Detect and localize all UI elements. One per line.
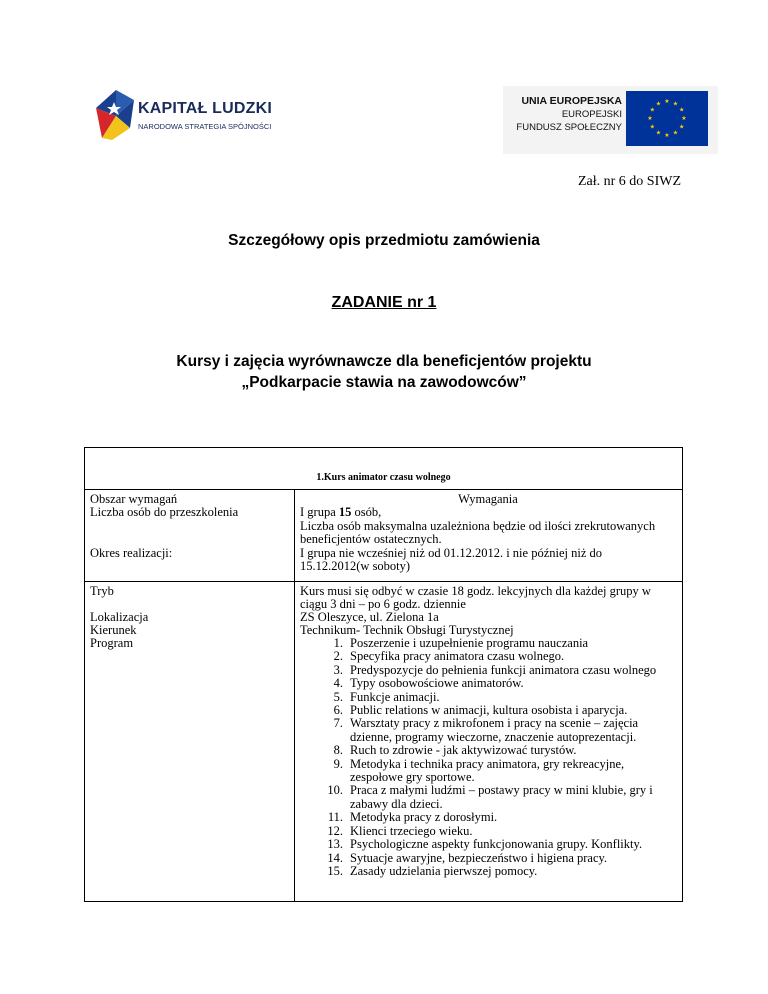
program-item-text: Specyfika pracy animatora czasu wolnego. [350, 649, 565, 664]
group-suffix: osób, [351, 505, 382, 519]
program-item [300, 704, 656, 717]
program-item-number: 12. [327, 823, 343, 838]
label-period: Okres realizacji: [90, 546, 173, 560]
group-prefix: I grupa [300, 505, 339, 519]
program-item-text: zespołowe gry sportowe. [350, 770, 475, 785]
mode-line-1: Kurs musi się odbyć w czasie 18 godz. lekcyjnych dla każdej grupy w [300, 584, 651, 598]
row-divider [85, 581, 682, 582]
svg-text:★: ★ [649, 106, 655, 114]
attachment-label: Zał. nr 6 do SIWZ [577, 174, 681, 189]
svg-text:★: ★ [681, 115, 687, 122]
svg-text:★: ★ [655, 129, 662, 137]
label-area: Obszar wymagań [90, 492, 178, 506]
program-item [300, 717, 656, 744]
svg-text:★: ★ [664, 98, 670, 105]
program-item [300, 744, 656, 757]
program-item-number: 11. [327, 810, 343, 825]
program-list [300, 637, 656, 878]
label-direction: Kierunek [90, 623, 137, 637]
svg-text:★: ★ [672, 129, 679, 137]
persons-note-line-1: Liczba osób maksymalna uzależniona będzie od ilości zrekrutowanych [300, 519, 656, 533]
program-item-text: Funkcje animacji. [350, 689, 440, 704]
program-item [300, 650, 656, 663]
kapital-ludzki-title: KAPITAŁ LUDZKI [138, 100, 273, 117]
project-subtitle-line-1: Kursy i zajęcia wyrównawcze dla beneficjentów projektu [176, 353, 592, 370]
program-item-number: 2. [333, 649, 343, 664]
kapital-ludzki-subtitle: NARODOWA STRATEGIA SPÓJNOŚCI [138, 122, 272, 131]
program-item-number: 14. [327, 850, 343, 865]
program-item-number: 5. [333, 689, 343, 704]
program-item-number: 3. [333, 662, 343, 677]
mode-line-2: ciągu 3 dni – po 6 godz. dziennie [300, 597, 466, 611]
course-title: 1.Kurs animator czasu wolnego [316, 472, 451, 483]
program-item-number: 1. [333, 636, 343, 650]
svg-text:★: ★ [664, 132, 670, 139]
program-item-number: 13. [327, 837, 343, 852]
persons-note-line-2: beneficjentów ostatecznych. [300, 532, 442, 546]
program-item-text: Metodyka pracy z dorosłymi. [350, 810, 498, 825]
period-line-1: I grupa nie wcześniej niż od 01.12.2012. i nie później niż do [300, 546, 603, 560]
eu-line-2: EUROPEJSKI [561, 109, 622, 120]
requirements-header: Wymagania [458, 492, 518, 506]
program-item-number: 7. [333, 716, 343, 731]
group-count: 15 [338, 505, 352, 519]
program-item [300, 865, 656, 878]
program-item [300, 758, 656, 785]
eu-flag-icon [626, 91, 708, 146]
eu-line-3: FUNDUSZ SPOŁECZNY [516, 122, 622, 133]
project-subtitle [0, 351, 768, 393]
task-title: ZADANIE nr 1 [331, 294, 437, 311]
program-item-text: Zasady udzielania pierwszej pomocy. [350, 863, 538, 878]
program-item-number: 6. [333, 703, 343, 718]
program-item [300, 838, 656, 851]
label-mode: Tryb [90, 584, 114, 598]
program-item-number: 15. [327, 863, 343, 878]
direction-value: Technikum- Technik Obsługi Turystycznej [300, 623, 514, 637]
program-item [300, 784, 656, 811]
svg-text:★: ★ [679, 106, 685, 114]
program-item-text: Predyspozycje do pełnienia funkcji animatora czasu wolnego [350, 662, 657, 677]
program-item-text: dzienne, programy wieczorne, znaczenie autoprezentacji. [350, 729, 637, 744]
kapital-ludzki-emblem-icon [92, 86, 136, 142]
svg-text:★: ★ [647, 115, 653, 122]
program-item [300, 825, 656, 838]
program-item-number: 10. [327, 783, 343, 798]
label-program: Program [90, 636, 134, 650]
group-size [300, 506, 381, 520]
period-line-2: 15.12.2012(w soboty) [300, 559, 411, 573]
program-item-number: 8. [333, 743, 343, 758]
program-item [300, 691, 656, 704]
program-item-text: zabawy dla dzieci. [350, 796, 443, 811]
program-item [300, 811, 656, 824]
program-item-text: Warsztaty pracy z mikrofonem i pracy na scenie – zajęcia [350, 716, 639, 731]
program-item-text: Metodyka i technika pracy animatora, gry rekreacyjne, [350, 756, 625, 771]
table-header-row [85, 448, 682, 490]
program-item-text: Typy osobowościowe animatorów. [350, 676, 524, 691]
page-title: Szczegółowy opis przedmiotu zamówienia [228, 232, 540, 249]
location-value: ZS Oleszyce, ul. Zielona 1a [300, 610, 439, 624]
program-item [300, 852, 656, 865]
kapital-ludzki-logo [92, 86, 282, 146]
eu-line-1: UNIA EUROPEJSKA [521, 95, 622, 107]
program-item-text: Poszerzenie i uzupełnienie programu nauczania [350, 636, 589, 650]
program-item-number: 4. [333, 676, 343, 691]
svg-text:★: ★ [672, 100, 679, 108]
eu-text [516, 94, 622, 134]
program-item-text: Klienci trzeciego wieku. [350, 823, 473, 838]
label-persons: Liczba osób do przeszkolenia [90, 505, 239, 519]
program-item-text: Praca z małymi ludźmi – postawy pracy w mini klubie, gry i [350, 783, 653, 798]
column-divider [294, 489, 295, 901]
svg-text:★: ★ [655, 100, 662, 108]
program-item-text: Sytuacje awaryjne, bezpieczeństwo i higiena pracy. [350, 850, 608, 865]
svg-text:★: ★ [679, 123, 685, 131]
project-subtitle-line-2: „Podkarpacie stawia na zawodowców” [241, 374, 527, 391]
program-item [300, 637, 656, 650]
program-item-text: Psychologiczne aspekty funkcjonowania grupy. Konflikty. [350, 837, 643, 852]
svg-text:★: ★ [649, 123, 655, 131]
eu-logo [503, 86, 718, 154]
program-item-text: Public relations w animacji, kultura osobista i aparycja. [350, 703, 628, 718]
program-item-text: Ruch to zdrowie - jak aktywizować turystów. [350, 743, 577, 758]
label-location: Lokalizacja [90, 610, 149, 624]
program-item [300, 677, 656, 690]
program-item [300, 664, 656, 677]
requirements-table [84, 447, 683, 902]
program-item-number: 9. [333, 756, 343, 771]
